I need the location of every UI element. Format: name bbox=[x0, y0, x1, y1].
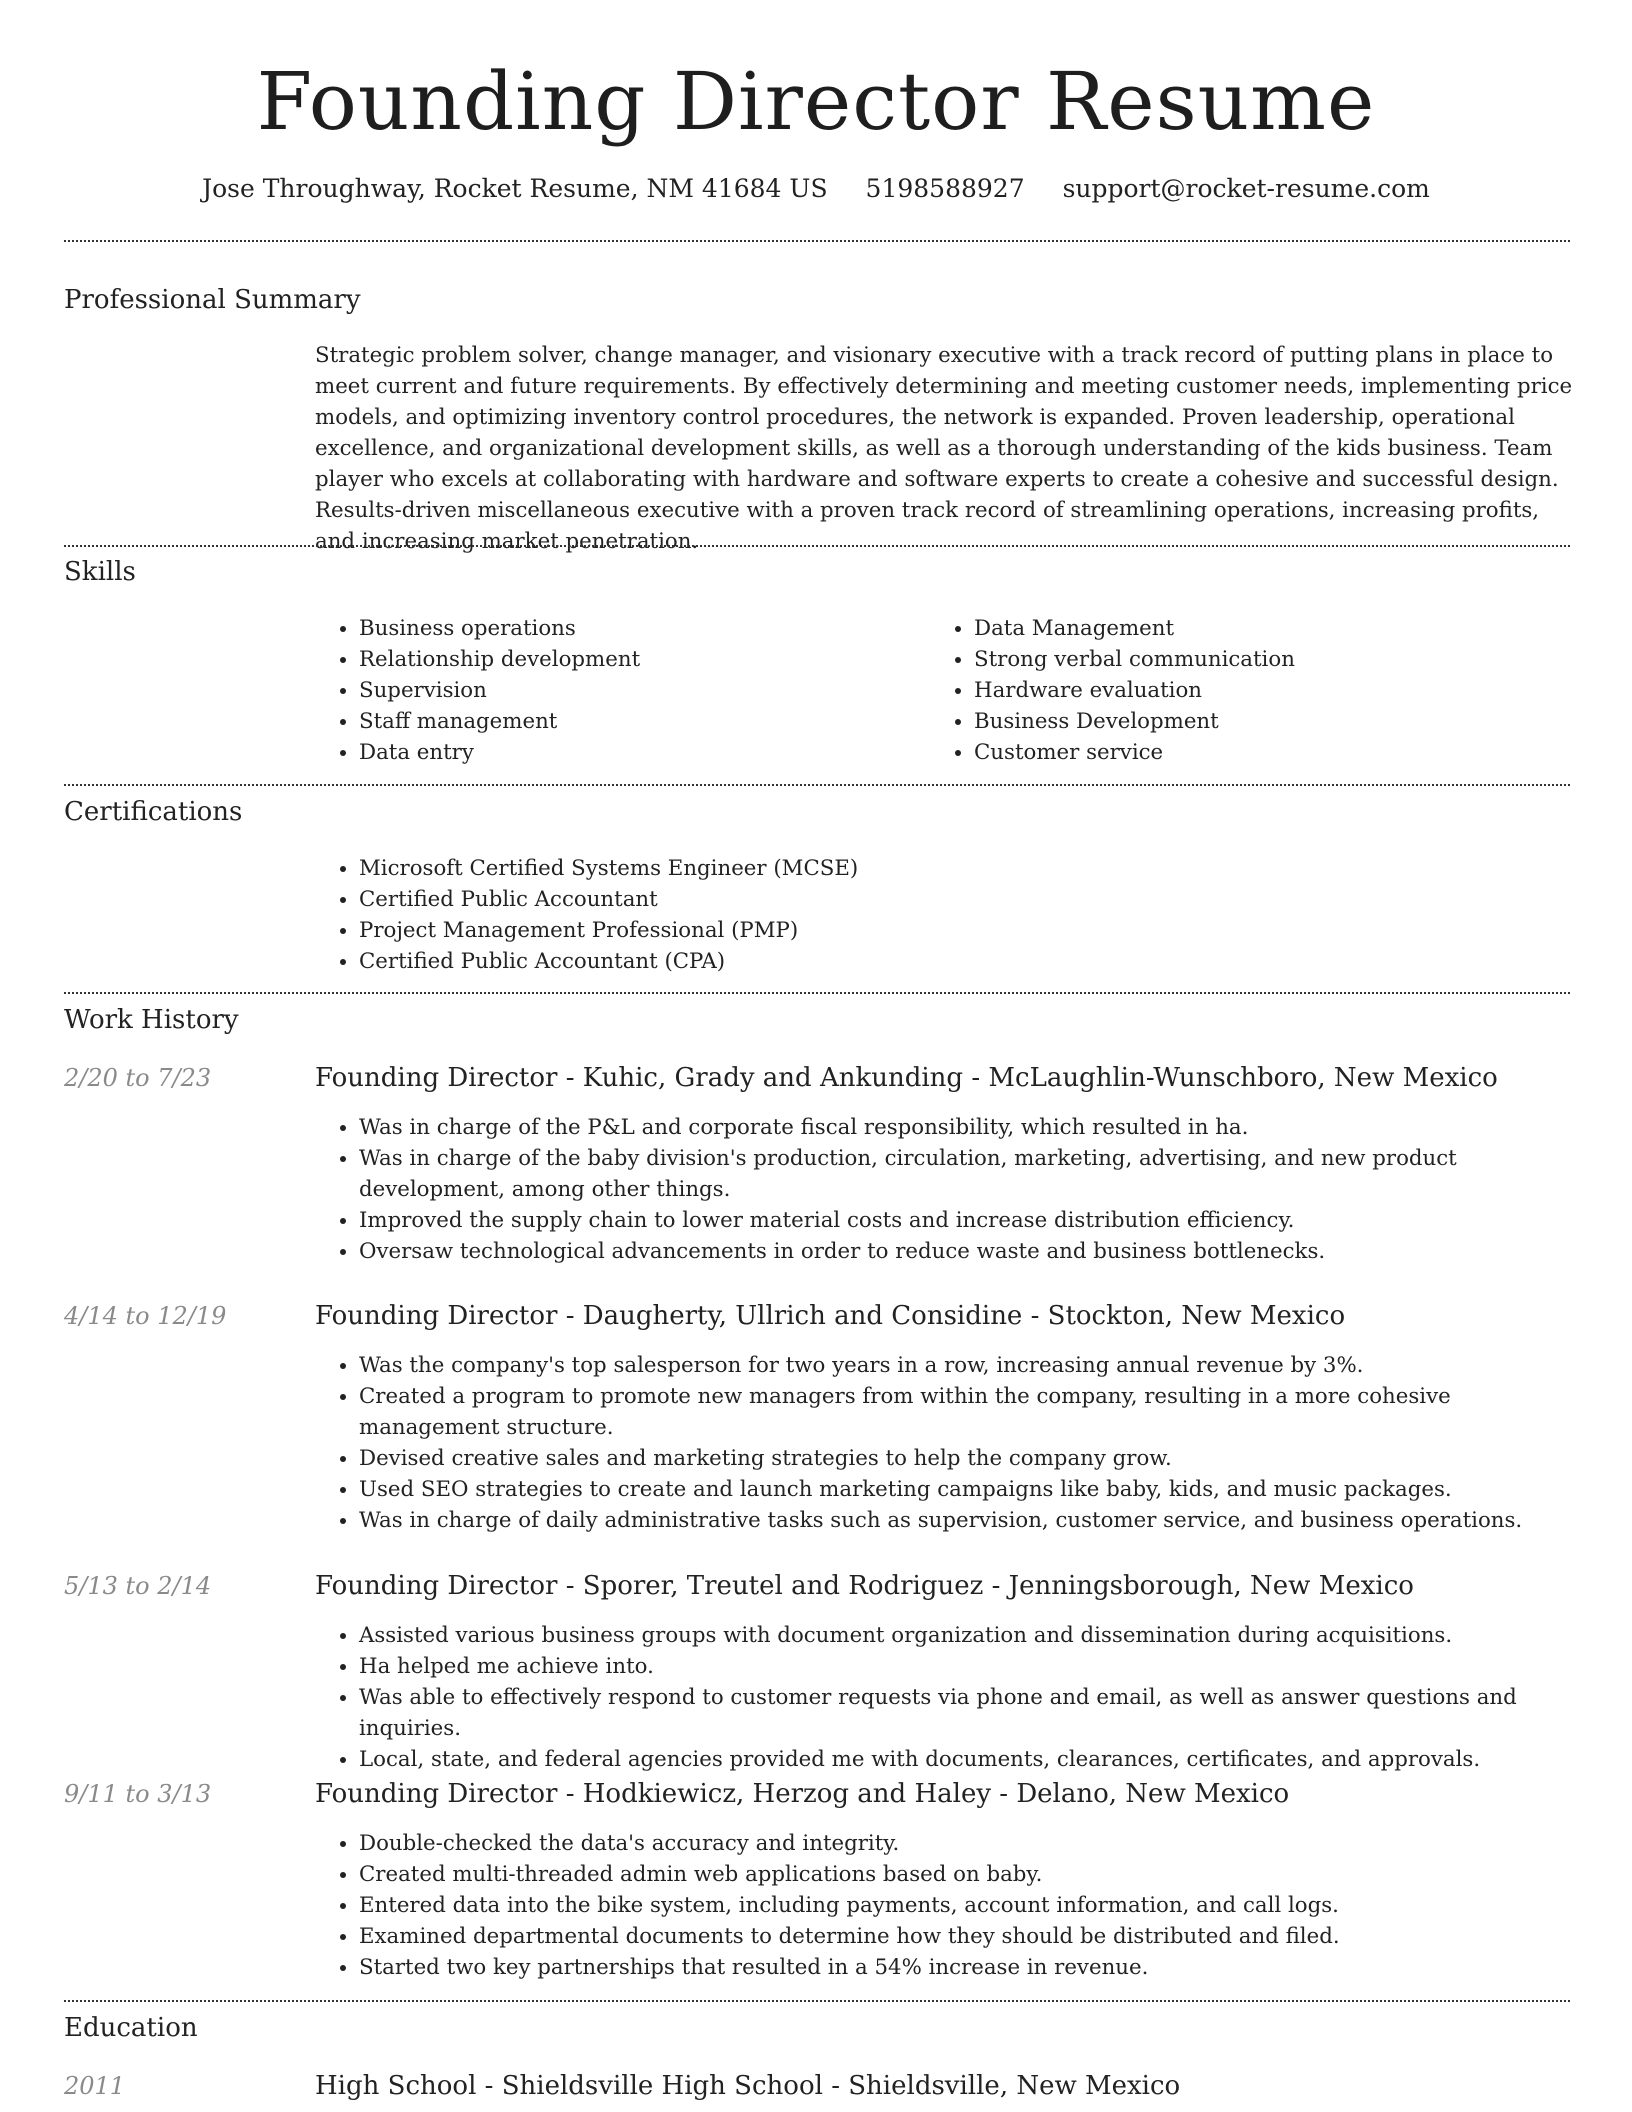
job-bullet: • Created multi-threaded admin web applications based on baby. bbox=[359, 1859, 1574, 1890]
education-heading: Education bbox=[64, 2013, 198, 2043]
job-bullet: • Improved the supply chain to lower material costs and increase distribution efficiency. bbox=[359, 1205, 1574, 1236]
job-bullet: • Created a program to promote new managers from within the company, resulting in a more cohesive management structure. bbox=[359, 1381, 1574, 1443]
skill-item: • Data Management bbox=[974, 613, 1594, 644]
education-title: High School - Shieldsville High School - Shieldsville, New Mexico bbox=[315, 2071, 1181, 2101]
job-bullets bbox=[315, 1350, 1574, 1536]
skill-item: • Customer service bbox=[974, 737, 1594, 768]
skill-item: • Staff management bbox=[359, 706, 919, 737]
certification-item: • Certified Public Accountant bbox=[359, 884, 1574, 915]
job-bullets bbox=[315, 1620, 1619, 1775]
divider bbox=[64, 784, 1570, 786]
summary-text: Strategic problem solver, change manager, and visionary executive with a track record of putting plans in place to meet current and future requirements. By effectively determining and meeting customer needs, implementing price models, and optimizing inventory control procedures, the network is expanded. Proven leadership, operational excellence, and organizational development skills, as well as a thorough understanding of the kids business. Team player who excels at collaborating with hardware and software experts to create a cohesive and successful design. Results-driven miscellaneous executive with a proven track record of streamlining operations, increasing profits, and increasing market penetration. bbox=[315, 343, 1573, 554]
job-bullet: • Was in charge of the P&L and corporate fiscal responsibility, which resulted in ha. bbox=[359, 1112, 1574, 1143]
skill-item: • Data entry bbox=[359, 737, 919, 768]
certifications-heading: Certifications bbox=[64, 797, 243, 827]
skills-heading: Skills bbox=[64, 557, 136, 587]
skills-list-right bbox=[930, 613, 1594, 768]
contact-address: Jose Throughway, Rocket Resume, NM 41684 US bbox=[202, 174, 828, 203]
contact-email: support@rocket-resume.com bbox=[1062, 174, 1430, 203]
certification-item: • Project Management Professional (PMP) bbox=[359, 915, 1574, 946]
job-bullet: • Double-checked the data's accuracy and integrity. bbox=[359, 1828, 1574, 1859]
job-dates: 2/20 to 7/23 bbox=[64, 1064, 212, 1092]
job-title: Founding Director - Daugherty, Ullrich and Considine - Stockton, New Mexico bbox=[315, 1301, 1346, 1331]
job-dates: 9/11 to 3/13 bbox=[64, 1780, 212, 1808]
page-title: Founding Director Resume bbox=[256, 55, 1376, 148]
skill-item: • Business Development bbox=[974, 706, 1594, 737]
job-dates: 5/13 to 2/14 bbox=[64, 1572, 212, 1600]
divider bbox=[64, 240, 1570, 242]
job-bullets bbox=[315, 1112, 1574, 1267]
job-bullet: • Was able to effectively respond to customer requests via phone and email, as well as answer questions and inquiries. bbox=[359, 1682, 1619, 1744]
job-bullet: • Entered data into the bike system, including payments, account information, and call logs. bbox=[359, 1890, 1574, 1921]
job-bullet: • Was the company's top salesperson for two years in a row, increasing annual revenue by 3%. bbox=[359, 1350, 1574, 1381]
contact-phone: 5198588927 bbox=[865, 174, 1025, 203]
skill-item: • Supervision bbox=[359, 675, 919, 706]
job-title: Founding Director - Hodkiewicz, Herzog and Haley - Delano, New Mexico bbox=[315, 1779, 1290, 1809]
contact-line bbox=[0, 171, 1632, 207]
skill-item: • Relationship development bbox=[359, 644, 919, 675]
skill-item: • Strong verbal communication bbox=[974, 644, 1594, 675]
work-history-heading: Work History bbox=[64, 1005, 239, 1035]
job-bullet: • Examined departmental documents to determine how they should be distributed and filed. bbox=[359, 1921, 1574, 1952]
divider bbox=[64, 545, 1570, 547]
job-bullet: • Ha helped me achieve into. bbox=[359, 1651, 1619, 1682]
job-bullet: • Was in charge of the baby division's production, circulation, marketing, advertising, and new product development, among other things. bbox=[359, 1143, 1574, 1205]
job-bullet: • Devised creative sales and marketing strategies to help the company grow. bbox=[359, 1443, 1574, 1474]
job-title: Founding Director - Sporer, Treutel and Rodriguez - Jenningsborough, New Mexico bbox=[315, 1571, 1414, 1601]
divider bbox=[64, 2000, 1570, 2002]
summary-heading: Professional Summary bbox=[64, 285, 361, 315]
job-bullet: • Used SEO strategies to create and launch marketing campaigns like baby, kids, and music packages. bbox=[359, 1474, 1574, 1505]
job-bullet: • Oversaw technological advancements in order to reduce waste and business bottlenecks. bbox=[359, 1236, 1574, 1267]
certification-item: • Certified Public Accountant (CPA) bbox=[359, 946, 1574, 977]
job-title: Founding Director - Kuhic, Grady and Ankunding - McLaughlin-Wunschboro, New Mexico bbox=[315, 1063, 1498, 1093]
divider bbox=[64, 992, 1570, 994]
job-bullets bbox=[315, 1828, 1574, 1983]
job-bullet: • Assisted various business groups with document organization and dissemination during acquisitions. bbox=[359, 1620, 1619, 1651]
certification-item: • Microsoft Certified Systems Engineer (MCSE) bbox=[359, 853, 1574, 884]
job-bullet: • Local, state, and federal agencies provided me with documents, clearances, certificates, and approvals. bbox=[359, 1744, 1619, 1775]
skill-item: • Business operations bbox=[359, 613, 919, 644]
skill-item: • Hardware evaluation bbox=[974, 675, 1594, 706]
job-bullet: • Was in charge of daily administrative tasks such as supervision, customer service, and business operations. bbox=[359, 1505, 1574, 1536]
skills-list-left bbox=[315, 613, 919, 768]
education-date: 2011 bbox=[64, 2072, 126, 2100]
job-bullet: • Started two key partnerships that resulted in a 54% increase in revenue. bbox=[359, 1952, 1574, 1983]
certifications-list bbox=[315, 853, 1574, 977]
job-dates: 4/14 to 12/19 bbox=[64, 1302, 227, 1330]
